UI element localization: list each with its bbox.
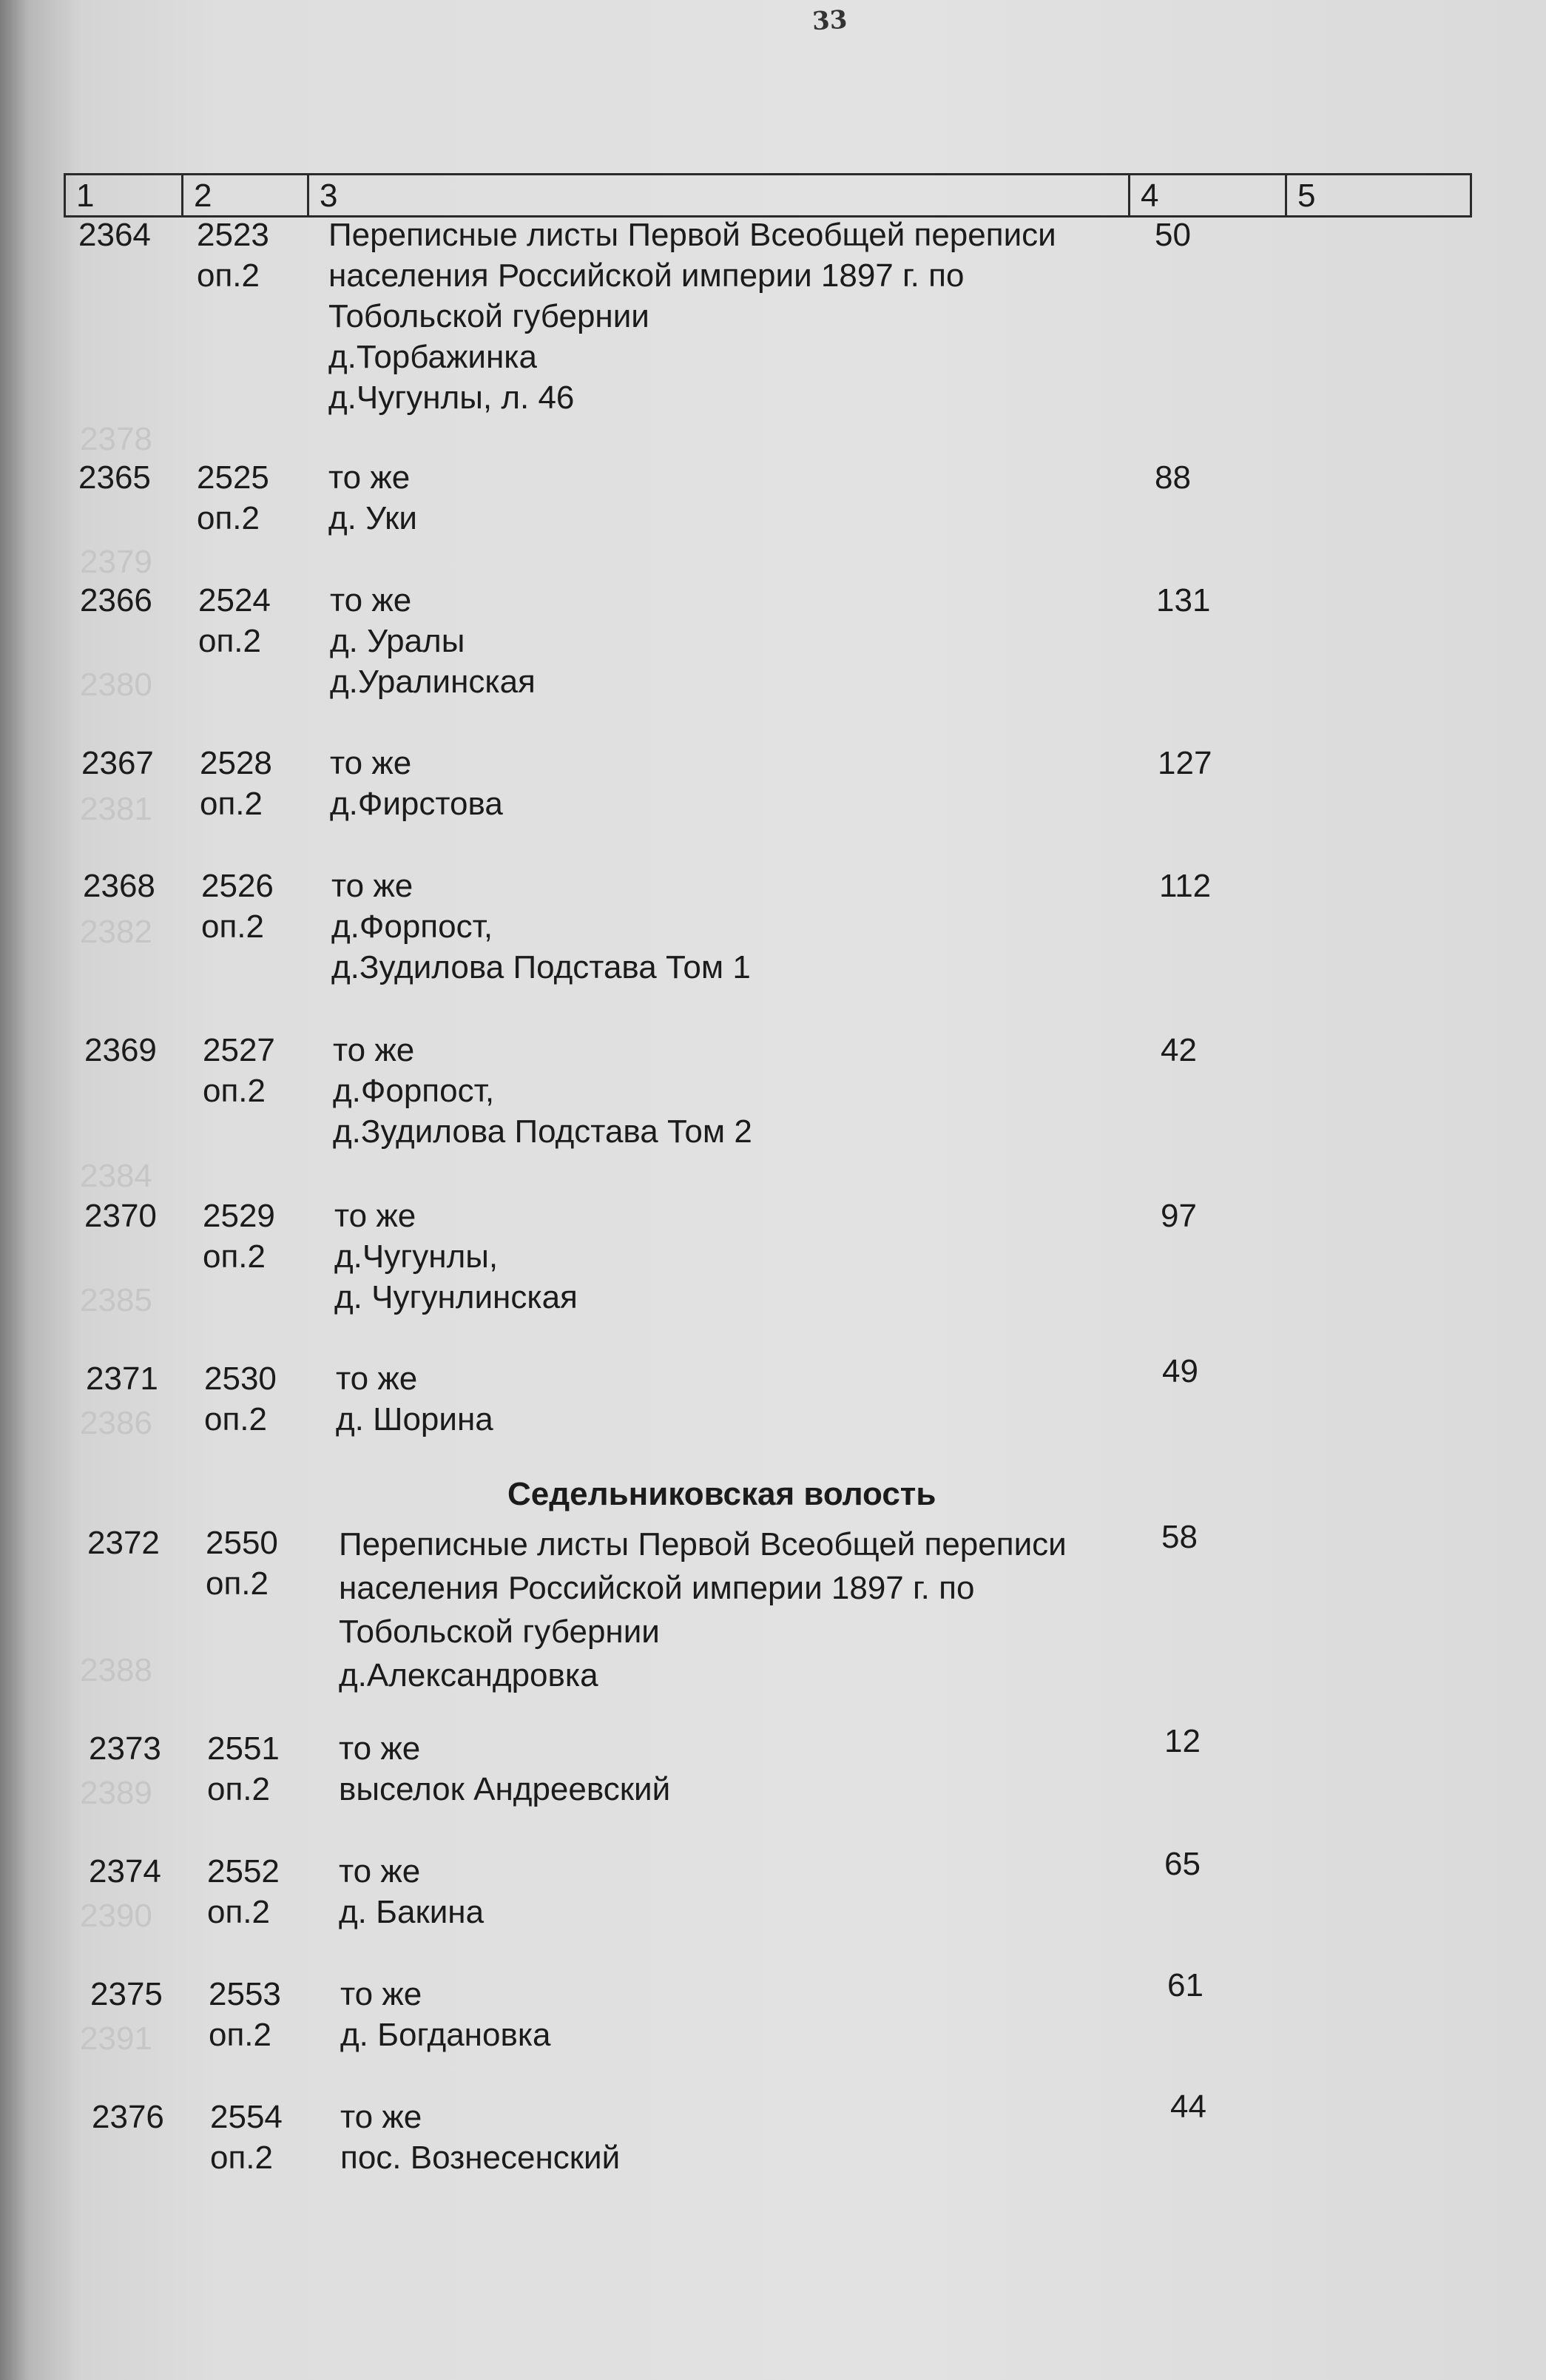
fund-cell: [204, 1358, 277, 1440]
inventory-label: оп.2: [207, 1894, 270, 1930]
record-number: 2372: [87, 1525, 160, 1561]
description-cell: [340, 2097, 620, 2178]
description-line: то же: [334, 1198, 416, 1234]
record-number: 2376: [92, 2099, 164, 2135]
record-number: 2371: [86, 1361, 158, 1397]
description-line: д.Форпост,: [331, 908, 493, 945]
description-cell: [330, 580, 536, 702]
sheet-count: 112: [1159, 868, 1212, 904]
column-header: 2: [181, 175, 307, 215]
description-line: д.Торбажинка: [328, 339, 537, 375]
description-line: Тобольской губернии: [339, 1614, 660, 1650]
page-number: 33: [811, 4, 848, 37]
fund-cell: [203, 1030, 275, 1111]
description-line: д.Уралинская: [330, 664, 536, 700]
table-header: [64, 173, 1472, 218]
fund-number: 2551: [207, 1730, 280, 1767]
bleed-through-text: 2385: [80, 1282, 152, 1318]
description-line: д. Уки: [328, 500, 417, 536]
description-line: то же: [331, 868, 413, 904]
bleed-through-text: 2379: [80, 544, 152, 580]
description-line: д.Зудилова Подстава Том 2: [333, 1113, 752, 1150]
bleed-through-text: 2388: [80, 1652, 152, 1688]
record-number: 2370: [84, 1198, 157, 1234]
inventory-label: оп.2: [197, 500, 260, 536]
column-header: 4: [1128, 175, 1285, 215]
record-number: 2373: [89, 1730, 161, 1767]
fund-number: 2553: [209, 1976, 281, 2012]
sheet-count: 97: [1161, 1198, 1197, 1234]
description-line: д.Зудилова Подстава Том 1: [331, 949, 751, 985]
fund-cell: [201, 866, 274, 947]
fund-cell: [207, 1728, 280, 1810]
bleed-through-text: 2391: [80, 2020, 152, 2057]
record-number: 2368: [83, 868, 155, 904]
description-cell: [328, 457, 417, 539]
fund-number: 2524: [198, 582, 271, 618]
sheet-count: 42: [1161, 1032, 1197, 1068]
record-number: 2366: [80, 582, 152, 618]
bleed-through-text: 2378: [80, 421, 152, 457]
description-line: то же: [333, 1032, 415, 1068]
column-header: 5: [1285, 175, 1470, 215]
fund-number: 2526: [201, 868, 274, 904]
record-number: 2369: [84, 1032, 157, 1068]
fund-number: 2528: [200, 745, 272, 781]
sheet-count: 44: [1170, 2089, 1206, 2125]
record-number: 2367: [81, 745, 154, 781]
fund-cell: [209, 1974, 281, 2055]
description-line: д.Чугунлы,: [334, 1238, 499, 1275]
inventory-label: оп.2: [204, 1401, 267, 1437]
sheet-count: 49: [1162, 1353, 1198, 1389]
bleed-through-text: 2384: [80, 1158, 152, 1194]
description-line: д. Уралы: [330, 623, 465, 659]
fund-number: 2552: [207, 1853, 280, 1889]
description-cell: [331, 866, 751, 988]
description-line: выселок Андреевский: [339, 1771, 671, 1807]
fund-cell: [203, 1196, 275, 1277]
record-number: 2375: [90, 1976, 163, 2012]
description-line: д.Фирстова: [330, 786, 503, 822]
record-number: 2365: [78, 459, 151, 496]
sheet-count: 88: [1155, 459, 1191, 496]
description-line: то же: [340, 1976, 422, 2012]
sheet-count: 131: [1156, 582, 1211, 618]
inventory-label: оп.2: [203, 1073, 266, 1109]
inventory-label: оп.2: [201, 908, 264, 945]
inventory-label: оп.2: [198, 623, 261, 659]
fund-cell: [206, 1523, 278, 1604]
inventory-label: оп.2: [210, 2140, 273, 2176]
record-number: 2374: [89, 1853, 161, 1889]
description-line: то же: [328, 459, 411, 496]
bleed-through-text: 2382: [80, 914, 152, 950]
description-line: пос. Вознесенский: [340, 2140, 621, 2176]
inventory-label: оп.2: [200, 786, 263, 822]
description-line: населения Российской империи 1897 г. по: [339, 1570, 975, 1606]
bleed-through-text: 2389: [80, 1775, 152, 1811]
description-line: д.Форпост,: [333, 1073, 495, 1109]
fund-cell: [210, 2097, 283, 2178]
sheet-count: 58: [1161, 1519, 1198, 1555]
inventory-label: оп.2: [207, 1771, 270, 1807]
description-cell: [333, 1030, 752, 1152]
sheet-count: 12: [1164, 1723, 1201, 1759]
inventory-label: оп.2: [209, 2017, 271, 2053]
description-line: д. Богдановка: [340, 2017, 551, 2053]
description-line: то же: [339, 1730, 421, 1767]
description-line: Переписные листы Первой Всеобщей переписи: [339, 1526, 1067, 1562]
section-heading: Седельниковская волость: [507, 1476, 936, 1512]
fund-cell: [197, 215, 269, 296]
inventory-label: оп.2: [197, 257, 260, 294]
description-cell: [336, 1358, 493, 1440]
fund-number: 2529: [203, 1198, 275, 1234]
description-line: то же: [336, 1361, 418, 1397]
description-line: Переписные листы Первой Всеобщей переписи: [328, 217, 1056, 253]
column-header: 1: [76, 178, 95, 214]
fund-number: 2523: [197, 217, 269, 253]
fund-number: 2527: [203, 1032, 275, 1068]
description-line: населения Российской империи 1897 г. по: [328, 257, 965, 294]
description-cell: [330, 743, 503, 824]
description-cell: [328, 215, 1056, 418]
description-line: д. Чугунлинская: [334, 1279, 578, 1315]
fund-cell: [200, 743, 272, 824]
sheet-count: 50: [1155, 217, 1191, 253]
record-number: 2364: [78, 217, 151, 253]
bleed-through-text: 2380: [80, 667, 152, 703]
description-line: то же: [330, 745, 412, 781]
inventory-label: оп.2: [206, 1565, 269, 1602]
fund-cell: [198, 580, 271, 661]
sheet-count: 127: [1158, 745, 1212, 781]
fund-cell: [207, 1851, 280, 1932]
fund-cell: [197, 457, 269, 539]
description-cell: [339, 1851, 484, 1932]
column-header: 3: [307, 175, 1128, 215]
description-line: д. Шорина: [336, 1401, 493, 1437]
description-line: то же: [330, 582, 412, 618]
fund-number: 2554: [210, 2099, 283, 2135]
bleed-through-text: 2381: [80, 791, 152, 827]
description-cell: [339, 1728, 670, 1810]
description-cell: [339, 1523, 1067, 1697]
sheet-count: 65: [1164, 1846, 1201, 1882]
description-cell: [334, 1196, 578, 1318]
description-line: д. Бакина: [339, 1894, 485, 1930]
description-line: Тобольской губернии: [328, 298, 649, 334]
description-line: то же: [340, 2099, 422, 2135]
fund-number: 2530: [204, 1361, 277, 1397]
bleed-through-text: 2386: [80, 1405, 152, 1441]
fund-number: 2550: [206, 1525, 278, 1561]
description-line: то же: [339, 1853, 421, 1889]
fund-number: 2525: [197, 459, 269, 496]
inventory-label: оп.2: [203, 1238, 266, 1275]
description-line: д.Чугунлы, л. 46: [328, 380, 575, 416]
sheet-count: 61: [1167, 1967, 1204, 2003]
description-line: д.Александровка: [339, 1657, 598, 1693]
bleed-through-text: 2390: [80, 1898, 152, 1934]
description-cell: [340, 1974, 551, 2055]
